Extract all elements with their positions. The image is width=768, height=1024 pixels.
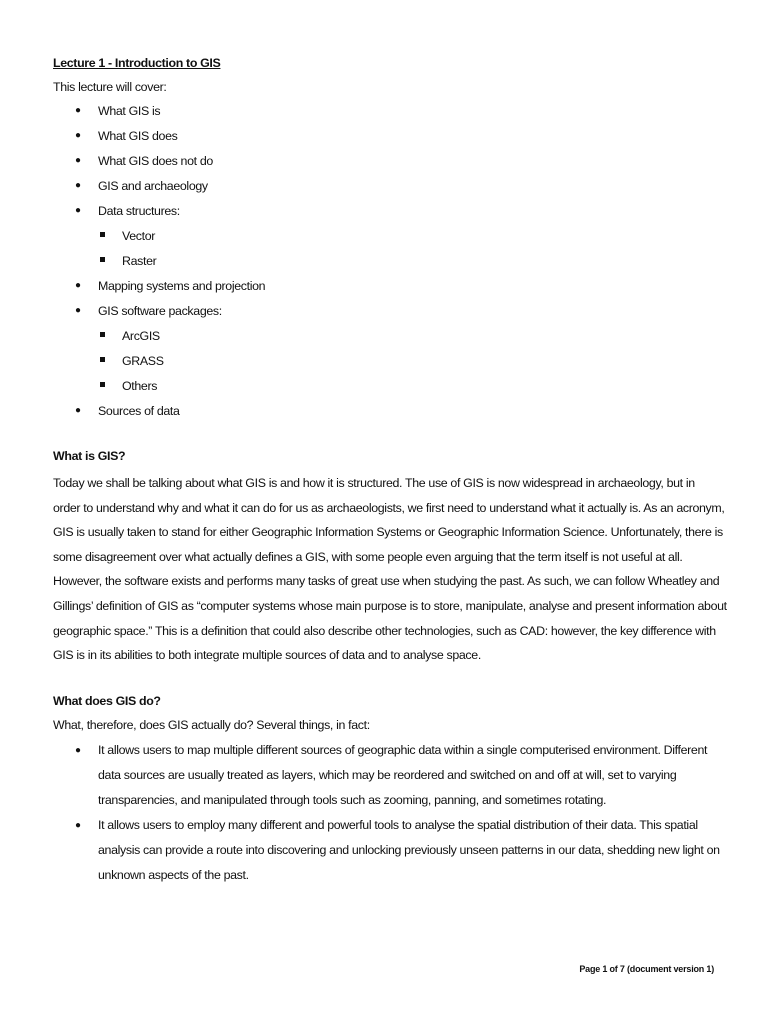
- outline-item: [53, 152, 715, 177]
- round-bullet-icon: ●: [75, 105, 81, 116]
- capability-line: data sources are usually treated as layers, which may be reordered and switched on and off at will, set to varying: [98, 767, 677, 782]
- capability-line: unknown aspects of the past.: [98, 867, 249, 882]
- round-bullet-icon: ●: [75, 130, 81, 141]
- paragraph-line: order to understand why and what it can do for us as archaeologists, we first need to understand what it actually is. As an acronym,: [53, 500, 725, 515]
- square-bullet-icon: [100, 257, 105, 262]
- paragraph-line: Today we shall be talking about what GIS is and how it is structured. The use of GIS is now widespread in archaeology, but in: [53, 476, 695, 490]
- outline-subitem-text: Vector: [122, 229, 156, 243]
- round-bullet-icon: ●: [75, 405, 81, 416]
- outline-subitem: [53, 352, 715, 377]
- outline-subitem: [53, 252, 715, 277]
- outline-item: [53, 402, 715, 427]
- outline-subitem: [53, 377, 715, 402]
- round-bullet-icon: ●: [75, 180, 81, 191]
- document-page: [53, 54, 727, 888]
- outline-item-text: Data structures:: [98, 204, 180, 218]
- paragraph-line: Gillings’ definition of GIS as “computer systems whose main purpose is to store, manipulate, analyse and present information about: [53, 598, 727, 613]
- round-bullet-icon: ●: [75, 305, 81, 316]
- paragraph-line: some disagreement over what actually defines a GIS, with some people even arguing that the term itself is not useful at all.: [53, 549, 683, 564]
- intro-text: This lecture will cover:: [53, 80, 167, 94]
- square-bullet-icon: [100, 357, 105, 362]
- capability-line: It allows users to map multiple different sources of geographic data within a single computerised environment. Different: [98, 742, 708, 757]
- section-heading-what-does-gis-do: What does GIS do?: [53, 693, 161, 708]
- section-heading-what-is-gis: What is GIS?: [53, 449, 126, 463]
- paragraph-line: However, the software exists and performs many tasks of great use when studying the past. As such, we can follow Wheatley and: [53, 574, 720, 589]
- square-bullet-icon: [100, 232, 105, 237]
- outline-item: [53, 277, 715, 302]
- paragraph-line: GIS is in its abilities to both integrate multiple sources of data and to analyse space.: [53, 648, 481, 663]
- capability-line: analysis can provide a route into discovering and unlocking previously unseen patterns in our data, shedding new light on: [98, 842, 720, 857]
- paragraph-line: geographic space.” This is a definition that could also describe other technologies, such as CAD: however, the key difference with: [53, 623, 716, 638]
- outline-item: [53, 127, 715, 152]
- outline-item-text: Sources of data: [98, 404, 180, 418]
- capability-item: [53, 813, 720, 888]
- capability-line: It allows users to employ many different and powerful tools to analyse the spatial distribution of their data. This spatial: [98, 817, 698, 832]
- outline-item-text: What GIS is: [98, 104, 161, 118]
- round-bullet-icon: ●: [75, 744, 81, 756]
- outline-item: [53, 202, 715, 227]
- outline-item-text: What GIS does not do: [98, 154, 213, 168]
- outline-item: [53, 177, 715, 202]
- outline-subitem: [53, 227, 715, 252]
- square-bullet-icon: [100, 332, 105, 337]
- gis-capabilities-list: [53, 738, 720, 888]
- outline-subitem: [53, 327, 715, 352]
- capability-item: [53, 738, 715, 813]
- outline-subitem-text: GRASS: [122, 354, 164, 368]
- lecture-outline: [53, 102, 715, 427]
- outline-item-text: Mapping systems and projection: [98, 279, 266, 293]
- outline-subitem-text: ArcGIS: [122, 329, 160, 343]
- round-bullet-icon: ●: [75, 280, 81, 291]
- page-footer: Page 1 of 7 (document version 1): [579, 964, 714, 974]
- round-bullet-icon: ●: [75, 155, 81, 166]
- outline-item: [53, 102, 715, 127]
- capability-line: transparencies, and manipulated through tools such as zooming, panning, and sometimes rotating.: [98, 792, 607, 807]
- page-title: Lecture 1 - Introduction to GIS: [53, 56, 221, 70]
- outline-subitem-text: Raster: [122, 254, 157, 268]
- outline-subitem-text: Others: [122, 379, 158, 393]
- outline-item: [53, 302, 715, 327]
- round-bullet-icon: ●: [75, 819, 81, 831]
- outline-item-text: GIS and archaeology: [98, 179, 208, 193]
- section-paragraph-what-is-gis: [53, 471, 727, 668]
- round-bullet-icon: ●: [75, 205, 81, 216]
- outline-item-text: GIS software packages:: [98, 304, 222, 318]
- outline-item-text: What GIS does: [98, 129, 178, 143]
- square-bullet-icon: [100, 382, 105, 387]
- section-intro-text: What, therefore, does GIS actually do? Several things, in fact:: [53, 717, 370, 732]
- paragraph-line: GIS is usually taken to stand for either Geographic Information Systems or Geographic Information Science. Unfortunately, there is: [53, 525, 723, 540]
